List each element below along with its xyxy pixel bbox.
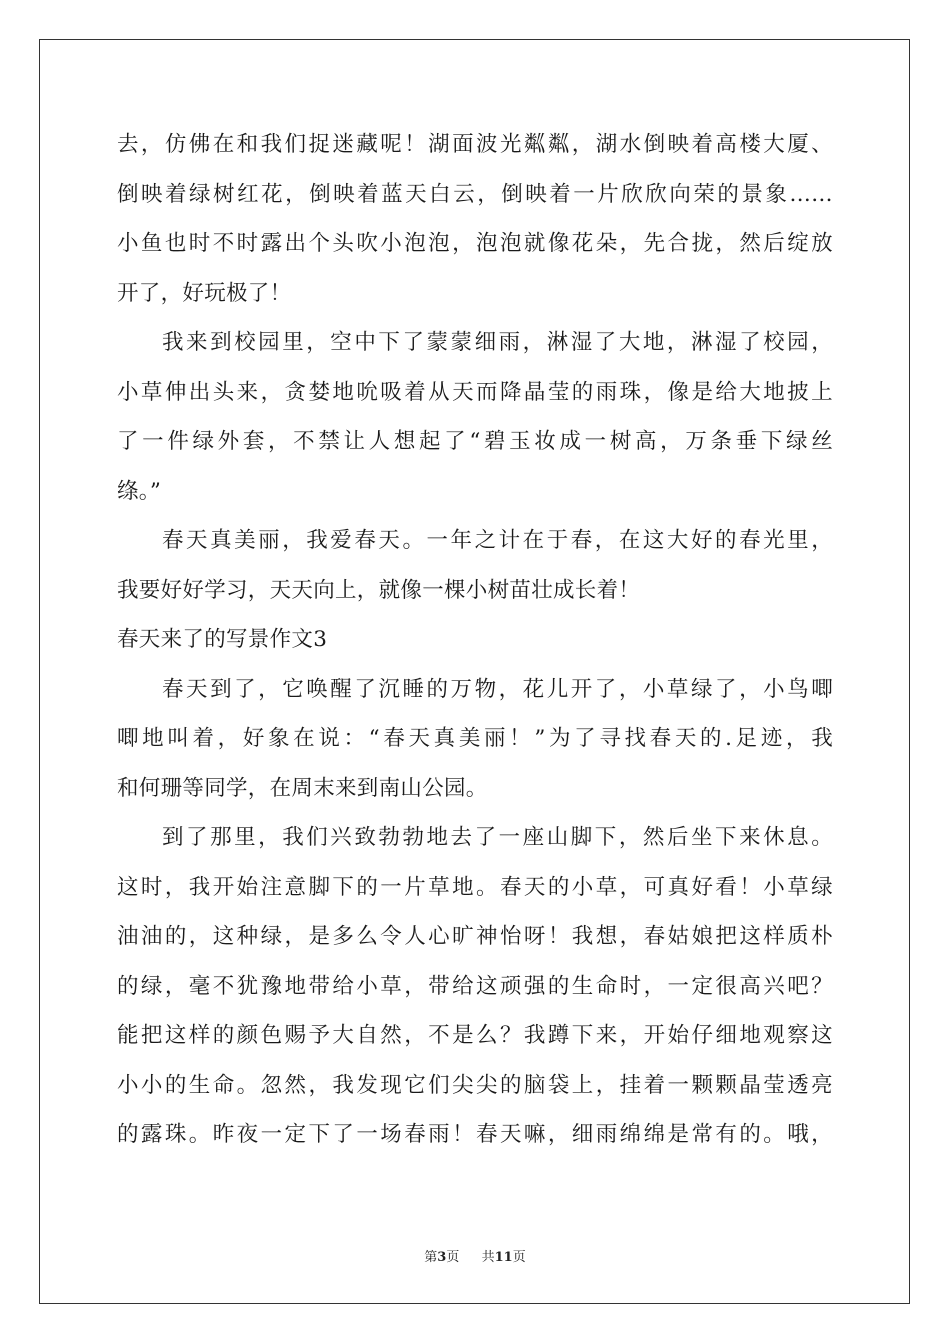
text-line: 去，仿佛在和我们捉迷藏呢！湖面波光粼粼，湖水倒映着高楼大厦、	[117, 132, 833, 157]
paragraph	[117, 126, 833, 324]
text-line: 的露珠。昨夜一定下了一场春雨！春天嘛，细雨绵绵是常有的。哦，	[117, 1122, 833, 1147]
paragraph	[117, 819, 833, 1166]
paragraph	[117, 324, 833, 522]
total-prefix: 共	[481, 1250, 495, 1265]
text-line: 开了，好玩极了！	[117, 280, 292, 306]
page-prefix: 第	[424, 1250, 438, 1265]
page-indicator	[424, 1250, 459, 1265]
text-line: 倒映着绿树红花，倒映着蓝天白云，倒映着一片欣欣向荣的景象……	[117, 181, 833, 207]
text-line: 小小的生命。忽然，我发现它们尖尖的脑袋上，挂着一颗颗晶莹透亮	[117, 1072, 833, 1098]
text-line: 了一件绿外套，不禁让人想起了“碧玉妆成一树高，万条垂下绿丝	[117, 429, 833, 454]
paragraph	[117, 522, 833, 621]
text-line: 到了那里，我们兴致勃勃地去了一座山脚下，然后坐下来休息。	[162, 825, 833, 850]
text-line: 的绿，毫不犹豫地带给小草，带给这顽强的生命时，一定很高兴吧？	[117, 973, 833, 999]
text-line: 我来到校园里，空中下了蒙蒙细雨，淋湿了大地，淋湿了校园，	[162, 330, 833, 355]
page-number: 3	[437, 1250, 447, 1265]
text-line: 油油的，这种绿，是多么令人心旷神怡呀！我想，春姑娘把这样质朴	[117, 924, 833, 949]
document-body	[117, 126, 833, 1166]
text-line: 这时，我开始注意脚下的一片草地。春天的小草，可真好看！小草绿	[117, 874, 833, 900]
page-suffix: 页	[446, 1250, 460, 1265]
text-line: 能把这样的颜色赐予大自然，不是么？我蹲下来，开始仔细地观察这	[117, 1023, 833, 1048]
text-line: 和何珊等同学，在周末来到南山公园。	[117, 775, 488, 801]
page-footer	[0, 1246, 950, 1265]
paragraph	[117, 671, 833, 820]
text-line: 春天到了，它唤醒了沉睡的万物，花儿开了，小草绿了，小鸟唧	[162, 676, 833, 702]
text-line: 我要好好学习，天天向上，就像一棵小树苗壮成长着！	[117, 577, 641, 603]
text-line: 小草伸出头来，贪婪地吮吸着从天而降晶莹的雨珠，像是给大地披上	[117, 379, 833, 405]
total-pages-indicator	[482, 1250, 526, 1265]
total-pages-number: 11	[494, 1250, 513, 1265]
text-line: 唧地叫着，好象在说：“春天真美丽！”为了寻找春天的.足迹，我	[117, 726, 833, 751]
text-line: 春天真美丽，我爱春天。一年之计在于春，在这大好的春光里，	[162, 528, 833, 553]
text-line: 小鱼也时不时露出个头吹小泡泡，泡泡就像花朵，先合拢，然后绽放	[117, 231, 833, 256]
total-suffix: 页	[512, 1250, 526, 1265]
section-heading: 春天来了的写景作文3	[117, 627, 328, 652]
text-line: 绦。”	[117, 478, 162, 504]
